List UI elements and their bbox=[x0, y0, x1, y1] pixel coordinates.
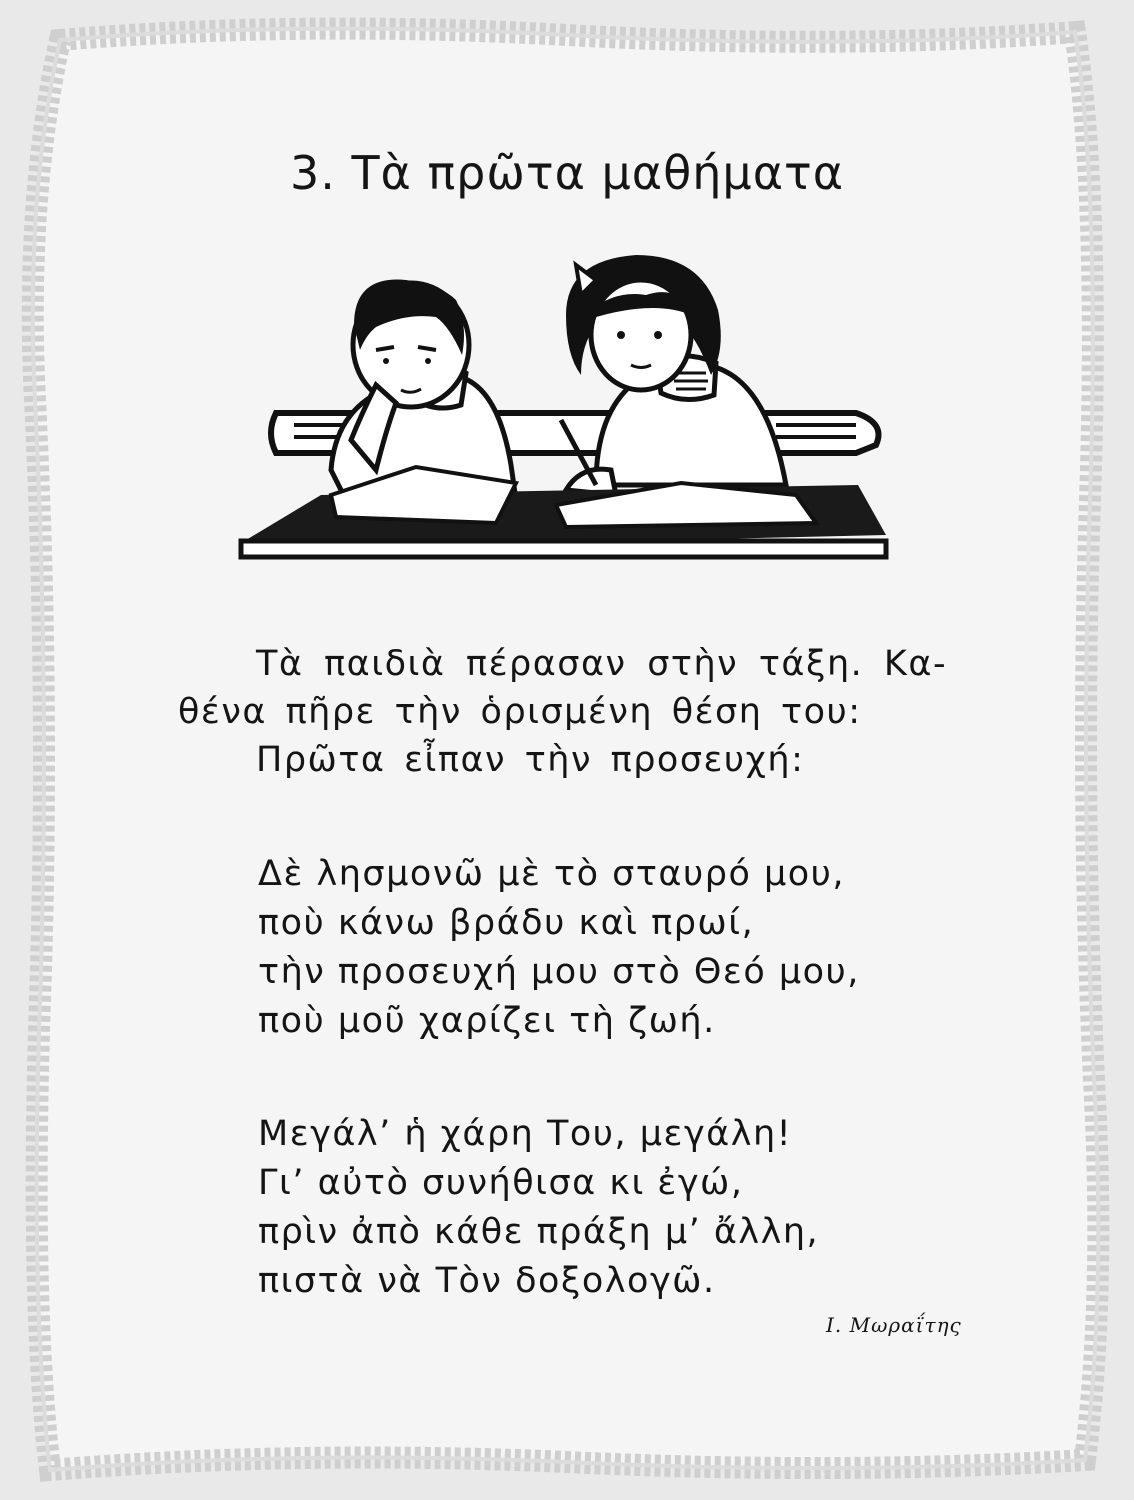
desk-edge bbox=[241, 541, 886, 557]
prose-line: Τὰ παιδιὰ πέρασαν στὴν τάξη. Κα- bbox=[256, 644, 948, 684]
poem-line: Γι’ αὐτὸ συνήθισα κι ἐγώ, bbox=[258, 1163, 744, 1203]
poem-line: Μεγάλ’ ἡ χάρη Του, μεγάλη! bbox=[258, 1114, 793, 1154]
poem-line: πιστὰ νὰ Τὸν δοξολογῶ. bbox=[258, 1261, 716, 1301]
poem-stanza-1 bbox=[258, 850, 958, 1046]
girl-figure bbox=[561, 255, 786, 495]
children-at-desk-illustration bbox=[236, 255, 892, 565]
page-title: 3. Τὰ πρῶτα μαθήματα bbox=[289, 146, 845, 200]
poem-line: Δὲ λησμονῶ μὲ τὸ σταυρό μου, bbox=[258, 854, 846, 894]
author-credit: Ι. Μωραΐτης bbox=[826, 1313, 962, 1337]
poem-line: ποὺ κάνω βράδυ καὶ πρωί, bbox=[258, 903, 755, 943]
prose-line: θένα πῆρε τὴν ὁρισμένη θέση του: bbox=[178, 692, 862, 732]
intro-paragraph bbox=[178, 640, 998, 784]
poem-line: τὴν προσευχή μου στὸ Θεό μου, bbox=[258, 952, 860, 992]
prose-line: Πρῶτα εἶπαν τὴν προσευχή: bbox=[256, 740, 805, 780]
poem-line: ποὺ μοῦ χαρίζει τὴ ζωή. bbox=[258, 1001, 716, 1041]
poem-stanza-2 bbox=[258, 1110, 958, 1306]
poem-line: πρὶν ἀπὸ κάθε πράξη μ’ ἄλλη, bbox=[258, 1212, 820, 1252]
